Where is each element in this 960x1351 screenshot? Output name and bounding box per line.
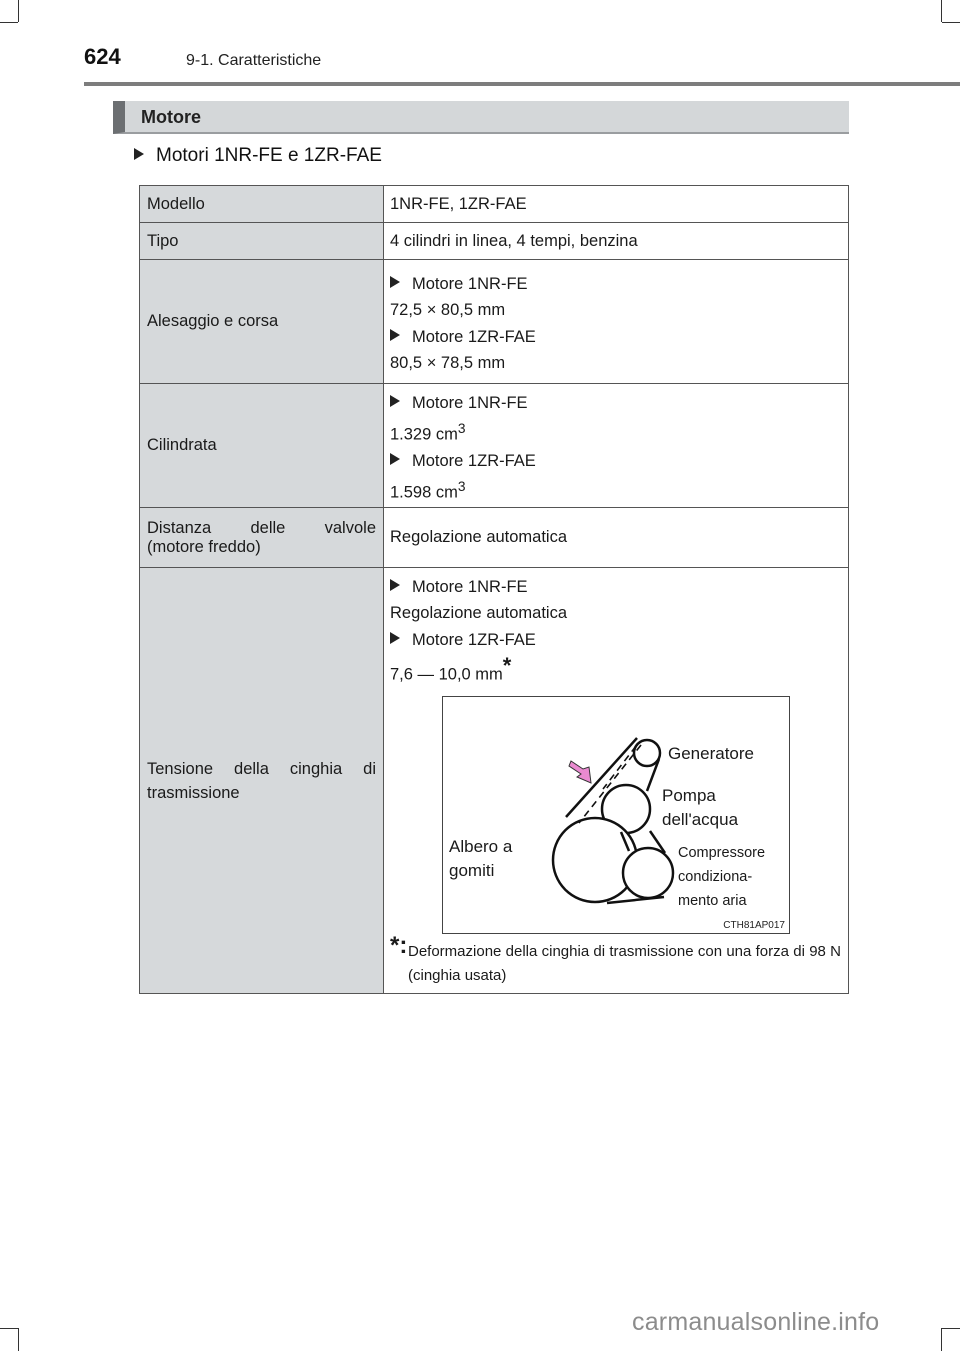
footnote-text: Deformazione della cinghia di trasmissione con una forza di 98 N (cinghia usata)	[408, 942, 841, 984]
engine-subheading-text: Motore 1NR-FE	[412, 275, 528, 293]
chapter-title: 9-1. Caratteristiche	[186, 52, 322, 69]
engine-subheading-text: Motore 1ZR-FAE	[412, 631, 536, 649]
triangle-bullet-icon	[390, 453, 400, 465]
engine-subheading	[390, 629, 841, 651]
watermark: carmanualsonline.info	[632, 1308, 880, 1336]
subheading-text: Motori 1NR-FE e 1ZR-FAE	[156, 145, 382, 166]
engine-subheading-text: Motore 1ZR-FAE	[412, 452, 536, 470]
subheading	[134, 145, 382, 167]
table-row	[140, 223, 849, 260]
spec-value: 72,5 × 80,5 mm	[390, 301, 506, 319]
table-value	[384, 384, 849, 508]
triangle-bullet-icon	[390, 632, 400, 644]
table-label-line: Tensione della cinghia di	[147, 759, 376, 778]
engine-subheading	[390, 326, 841, 348]
table-label: Cilindrata	[140, 384, 384, 508]
footnote-marker: *:	[390, 931, 408, 959]
table-row	[140, 568, 849, 994]
label-pompa-line1: Pompa	[662, 785, 716, 805]
triangle-bullet-icon	[390, 395, 400, 407]
ac-compressor-pulley	[623, 848, 673, 898]
force-arrow-icon	[569, 761, 591, 783]
table-value: 4 cilindri in linea, 4 tempi, benzina	[384, 223, 849, 260]
label-compressore-line3: mento aria	[678, 892, 747, 909]
table-label-line: trasmissione	[147, 783, 240, 802]
label-generatore: Generatore	[668, 743, 754, 763]
label-compressore-line1: Compressore	[678, 844, 766, 861]
page-number: 624	[84, 44, 121, 69]
table-row	[140, 384, 849, 508]
triangle-bullet-icon	[390, 579, 400, 591]
diagram-code: CTH81AP017	[723, 919, 785, 931]
header-rule	[84, 82, 960, 86]
label-albero-line2: gomiti	[449, 860, 495, 880]
label-albero-line1: Albero a	[449, 836, 513, 856]
engine-subheading-text: Motore 1NR-FE	[412, 393, 528, 412]
spec-value	[390, 476, 841, 504]
generator-pulley	[634, 740, 660, 766]
table-value: Regolazione automatica	[384, 508, 849, 568]
table-label-line: Distanza delle valvole	[147, 518, 376, 537]
table-label: Alesaggio e corsa	[140, 260, 384, 384]
engine-spec-table	[139, 185, 849, 994]
table-value	[384, 260, 849, 384]
spec-value: Regolazione automatica	[390, 604, 568, 622]
crop-mark	[941, 1328, 942, 1351]
triangle-bullet-icon	[390, 276, 400, 288]
table-value: 1NR-FE, 1ZR-FAE	[384, 186, 849, 223]
crop-mark	[942, 22, 960, 23]
exponent: 3	[457, 479, 466, 494]
exponent: 3	[457, 420, 466, 436]
table-label-line: (motore freddo)	[147, 537, 261, 556]
table-label: Tipo	[140, 223, 384, 260]
crop-mark	[941, 0, 942, 22]
triangle-bullet-icon	[134, 148, 144, 160]
crop-mark	[0, 22, 18, 23]
engine-subheading	[390, 450, 841, 472]
triangle-bullet-icon	[390, 329, 400, 341]
crop-mark	[942, 1328, 960, 1329]
table-row	[140, 186, 849, 223]
table-value	[384, 568, 849, 994]
spec-value-text: 7,6 — 10,0 mm	[390, 665, 503, 684]
table-row	[140, 508, 849, 568]
engine-subheading-text: Motore 1NR-FE	[412, 578, 528, 596]
engine-subheading-text: Motore 1ZR-FAE	[412, 328, 536, 346]
label-compressore-line2: condiziona-	[678, 868, 753, 885]
spec-value-text: 1.329 cm	[390, 425, 458, 443]
engine-subheading	[390, 273, 841, 295]
table-label	[140, 568, 384, 994]
table-label	[140, 508, 384, 568]
table-label: Modello	[140, 186, 384, 223]
table-row	[140, 260, 849, 384]
crankshaft-pulley	[553, 818, 637, 902]
footnote	[390, 931, 841, 988]
spec-value: 80,5 × 78,5 mm	[390, 354, 506, 372]
asterisk: *	[502, 653, 512, 678]
section-bar	[113, 101, 849, 134]
crop-mark	[18, 1328, 19, 1351]
spec-value	[390, 418, 841, 446]
belt-diagram	[442, 696, 790, 934]
spec-value-text: 1.598 cm	[390, 483, 458, 502]
label-pompa-line2: dell'acqua	[662, 809, 739, 829]
engine-subheading	[390, 576, 841, 598]
crop-mark	[18, 0, 19, 22]
engine-subheading	[390, 392, 841, 414]
section-title: Motore	[141, 107, 201, 127]
spec-value	[390, 655, 841, 686]
crop-mark	[0, 1328, 18, 1329]
